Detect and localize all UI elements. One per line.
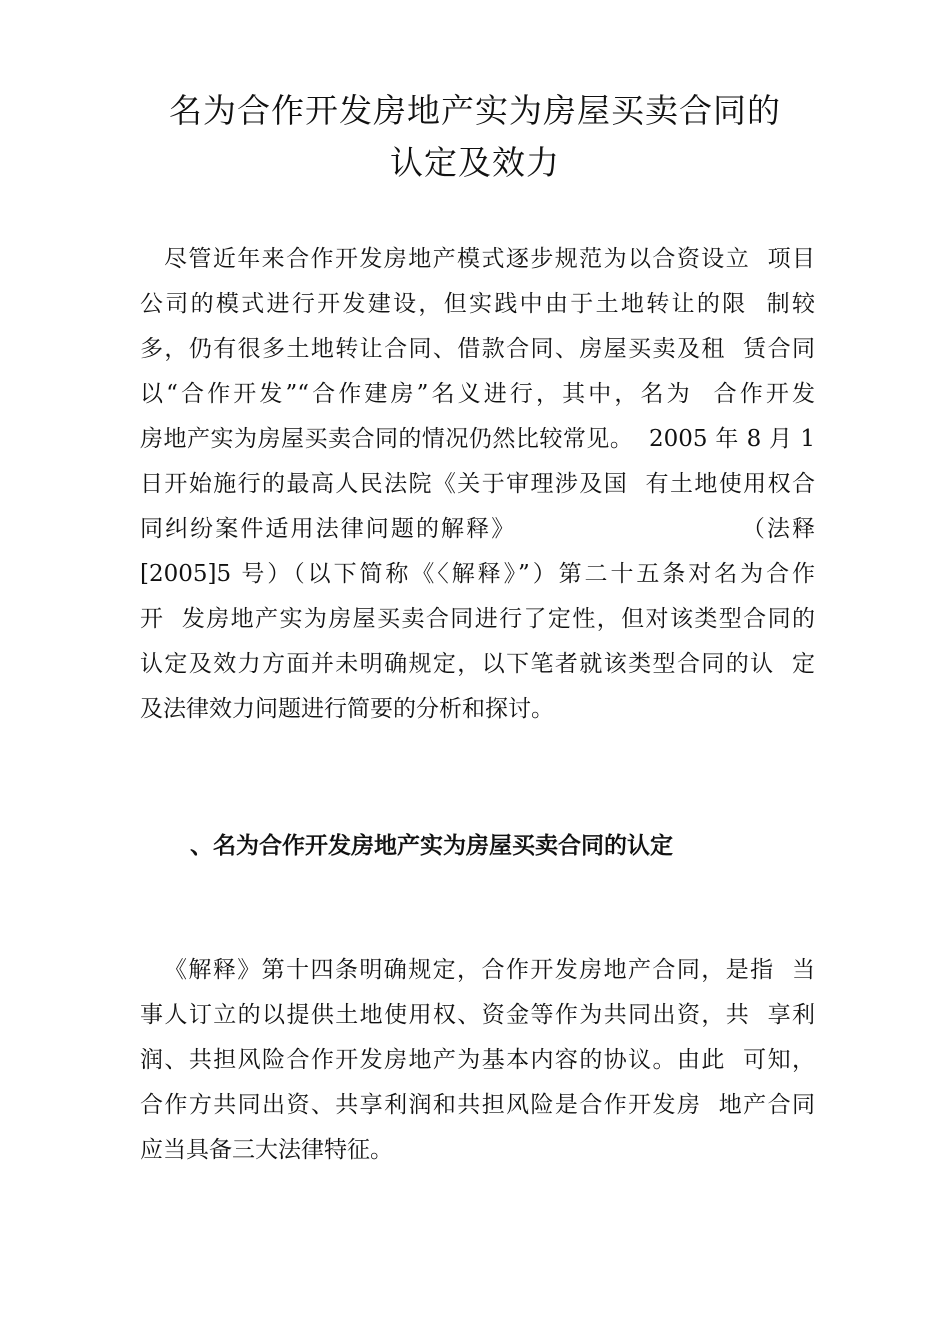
- paragraph-1-line: 认定及效力方面并未明确规定，以下笔者就该类型合同的认 定: [140, 651, 815, 677]
- paragraph-1-line: 开 发房地产实为房屋买卖合同进行了定性，但对该类型合同的: [140, 606, 815, 632]
- paragraph-1-line: 房地产实为房屋买卖合同的情况仍然比较常见。 2005 年 8 月 1: [140, 426, 815, 452]
- paragraph-2-line: 润、共担风险合作开发房地产为基本内容的协议。由此 可知，: [140, 1047, 815, 1073]
- paragraph-2-line: 应当具备三大法律特征。: [140, 1137, 393, 1163]
- paragraph-1-line: [2005]5 号）（以下简称《〈解释》”）第二十五条对名为合作: [140, 561, 815, 587]
- paragraph-2-line: 合作方共同出资、共享利润和共担风险是合作开发房 地产合同: [140, 1092, 815, 1118]
- paragraph-1-line: 以“合作开发”“合作建房”名义进行，其中，名为 合作开发: [140, 381, 815, 407]
- paragraph-1-line: 公司的模式进行开发建设，但实践中由于土地转让的限 制较: [140, 291, 815, 317]
- paragraph-1-line: 日开始施行的最高人民法院《关于审理涉及国 有土地使用权合: [140, 471, 815, 497]
- paragraph-1-line: 同纠纷案件适用法律问题的解释》 （法释: [140, 516, 815, 542]
- paragraph-1-line: 及法律效力问题进行简要的分析和探讨。: [140, 696, 554, 722]
- section-heading: 、名为合作开发房地产实为房屋买卖合同的认定: [190, 832, 673, 859]
- paragraph-1-line: 尽管近年来合作开发房地产模式逐步规范为以合资设立 项目: [164, 246, 815, 272]
- document-title-line-2: 认定及效力: [390, 143, 560, 182]
- paragraph-1-line: 多，仍有很多土地转让合同、借款合同、房屋买卖及租 赁合同: [140, 336, 815, 362]
- paragraph-2-line: 事人订立的以提供土地使用权、资金等作为共同出资，共 享利: [140, 1002, 815, 1028]
- paragraph-2-line: 《解释》第十四条明确规定，合作开发房地产合同，是指 当: [164, 957, 815, 983]
- document-title-line-1: 名为合作开发房地产实为房屋买卖合同的: [169, 91, 781, 130]
